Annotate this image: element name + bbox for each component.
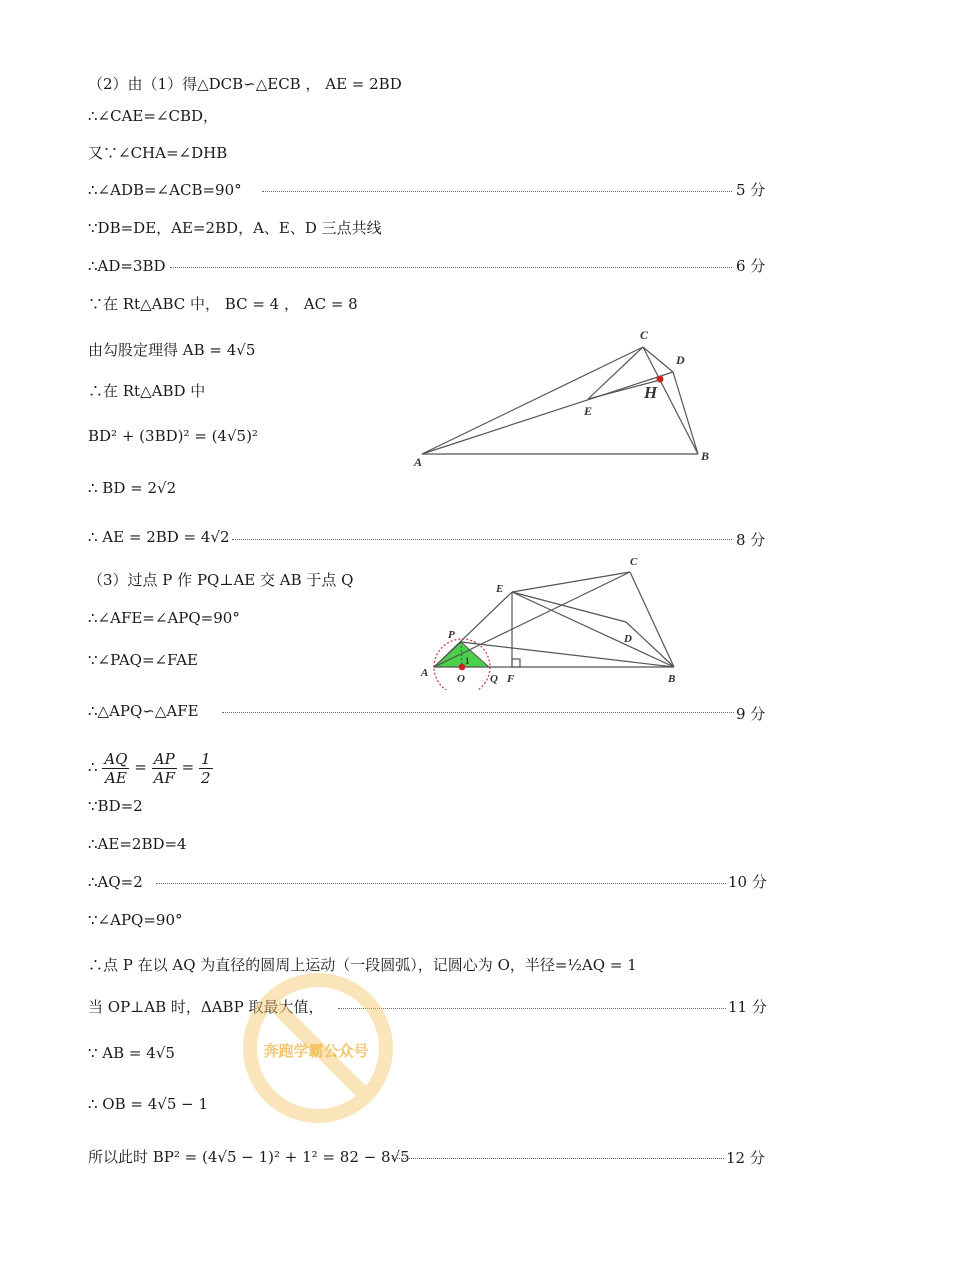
label-h: H <box>644 383 658 402</box>
fraction-one-half: $\frac{1}{2}$ <box>201 749 211 787</box>
point-h-marker <box>657 376 664 383</box>
segment-ec <box>512 572 630 592</box>
watermark-text: 奔跑学霸公众号 <box>263 1042 369 1060</box>
segment-db <box>626 622 674 667</box>
score-6: 6 分 <box>736 257 766 275</box>
line-pythagoras: 由勾股定理得 AB = 4√5 <box>88 341 256 359</box>
dot-leader <box>392 1158 724 1159</box>
ratio-prefix: ∴ <box>88 758 98 776</box>
line-bd-value: ∴ BD = 2√2 <box>88 479 177 497</box>
line-rt-abd: ∴在 Rt△ABD 中 <box>88 382 206 400</box>
segment-ad <box>422 372 673 454</box>
line-ae-value: ∴ AE = 2BD = 4√2 <box>88 528 230 546</box>
line-collinear: ∵DB=DE，AE=2BD，A、E、D 三点共线 <box>88 219 382 237</box>
equals-sign: = <box>134 758 147 776</box>
dot-leader <box>156 883 726 884</box>
label-a: A <box>421 667 429 679</box>
line-angle-paq: ∵∠PAQ=∠FAE <box>88 651 198 669</box>
label-e: E <box>496 583 504 595</box>
label-e: E <box>584 404 593 418</box>
equals-sign: = <box>181 758 195 776</box>
label-d: D <box>624 633 632 645</box>
right-angle-mark <box>512 659 520 667</box>
dot-leader <box>222 712 734 713</box>
line-equation: BD² + (3BD)² = (4√5)² <box>88 427 258 445</box>
score-8: 8 分 <box>736 531 766 549</box>
score-9: 9 分 <box>736 705 766 723</box>
line-max-condition: 当 OP⊥AB 时，ΔABP 取最大值， <box>88 998 324 1016</box>
score-11: 11 分 <box>728 998 767 1016</box>
dot-leader <box>232 539 732 540</box>
dot-leader <box>170 267 732 268</box>
triangle-figure-1 <box>410 325 720 470</box>
label-a: A <box>414 455 423 469</box>
label-b: B <box>701 449 710 463</box>
line-ab-value: ∵ AB = 4√5 <box>88 1044 175 1062</box>
segment-ac <box>434 572 630 667</box>
line-part2-given: （2）由（1）得△DCB∽△ECB ， AE = 2BD <box>88 75 402 93</box>
score-12: 12 分 <box>726 1149 765 1167</box>
watermark-seal <box>238 968 398 1128</box>
score-10: 10 分 <box>728 873 767 891</box>
segment-cd <box>643 347 673 372</box>
segment-ed <box>512 592 626 622</box>
fraction-aq-ae: $\frac{AQ}{AE}$ <box>104 749 128 787</box>
segment-cb <box>630 572 674 667</box>
label-o: O <box>457 673 465 685</box>
line-angle-cae: ∴∠CAE=∠CBD， <box>88 107 219 125</box>
line-angle-apq: ∵∠APQ=90° <box>88 911 183 929</box>
segment-ac <box>422 347 643 454</box>
line-ratio <box>88 748 213 786</box>
label-q: Q <box>490 673 498 685</box>
label-p: P <box>448 629 455 641</box>
label-c: C <box>630 556 638 568</box>
line-aq-2: ∴AQ=2 <box>88 873 143 891</box>
triangle-figure-2 <box>412 552 692 690</box>
label-radius-one: 1 <box>465 656 470 666</box>
fraction-ap-af: $\frac{AP}{AF}$ <box>153 749 175 787</box>
line-similar: ∴△APQ∽△AFE <box>88 702 199 720</box>
line-bp-squared: 所以此时 BP² = (4√5 − 1)² + 1² = 82 − 8√5 <box>88 1148 410 1166</box>
line-angle-afe: ∴∠AFE=∠APQ=90° <box>88 609 240 627</box>
line-angle-adb: ∴∠ADB=∠ACB=90° <box>88 181 242 199</box>
line-part3-construct: （3）过点 P 作 PQ⊥AE 交 AB 于点 Q <box>88 571 354 589</box>
dot-leader <box>262 191 732 192</box>
line-bd-2: ∵BD=2 <box>88 797 143 815</box>
label-d: D <box>676 353 685 367</box>
score-5: 5 分 <box>736 181 766 199</box>
line-ae-4: ∴AE=2BD=4 <box>88 835 187 853</box>
segment-pb <box>461 642 674 667</box>
label-b: B <box>668 673 676 685</box>
segment-eb <box>512 592 674 667</box>
line-rt-abc: ∵在 Rt△ABC 中， BC = 4 ， AC = 8 <box>88 295 358 313</box>
label-f: F <box>507 673 515 685</box>
line-ob-value: ∴ OB = 4√5 − 1 <box>88 1095 209 1113</box>
line-angle-cha: 又∵∠CHA=∠DHB <box>88 144 228 162</box>
label-c: C <box>640 328 649 342</box>
line-circle: ∴点 P 在以 AQ 为直径的圆周上运动（一段圆弧），记圆心为 O，半径=½AQ = 1 <box>88 956 637 974</box>
line-ad-3bd: ∴AD=3BD <box>88 257 166 275</box>
